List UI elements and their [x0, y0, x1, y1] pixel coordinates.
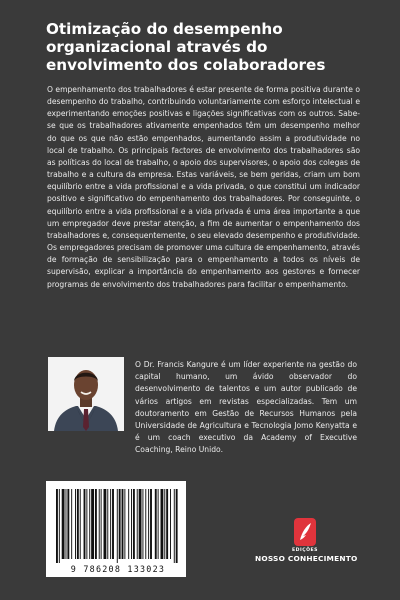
isbn-number: 9 786208 133023 — [70, 564, 166, 574]
barcode-bar — [137, 489, 138, 559]
quill-logo-icon — [294, 518, 316, 546]
barcode-bar — [71, 489, 72, 559]
barcode-bar — [91, 489, 94, 559]
barcode-bar — [107, 489, 108, 559]
barcode-bar — [110, 489, 111, 559]
book-title: Otimização do desempenho organizacional através do envolvimento dos colaboradores — [46, 20, 326, 74]
barcode-bar — [142, 489, 143, 559]
barcode-bar — [161, 489, 164, 559]
barcode-bar — [95, 489, 97, 559]
barcode-bar — [117, 489, 118, 563]
barcode-bar — [119, 489, 121, 559]
barcode-bar — [112, 489, 114, 559]
barcode-bar — [75, 489, 76, 559]
barcode-bar — [122, 489, 124, 559]
barcode-bar — [139, 489, 142, 559]
barcode-bar — [101, 489, 102, 559]
barcode-bars — [54, 489, 178, 563]
barcode-bar — [104, 489, 107, 559]
barcode-bar — [164, 489, 165, 559]
isbn-barcode — [46, 481, 186, 577]
barcode-bar — [124, 489, 125, 559]
barcode-bar — [62, 489, 65, 559]
barcode-bar — [155, 489, 157, 559]
barcode-bar — [133, 489, 135, 559]
publisher-small-label: EDIÇÕES — [292, 548, 318, 553]
barcode-bar — [77, 489, 79, 559]
barcode-bar — [166, 489, 168, 559]
author-bio: O Dr. Francis Kangure é um líder experiente na gestão do capital humano, um ávido observador do desenvolvimento de talentos e um autor publicado de vários artigos em revistas especializadas. Tem um doutoramento em Gestão de Recursos Humanos pela Universidade de Agricultura e Tecnologia Jomo Kenyatta e é um coach executivo da Academy of Executive Coaching, Reino Unido. — [135, 360, 357, 455]
book-description: O empenhamento dos trabalhadores é estar presente de forma positiva durante o desempenho do trabalho, contribuindo voluntariamente com esforço intelectual e experimentando emoções positivas e ligações significativas com os outros. Sabe-se que os trabalhadores ativamente empenhados têm um desempenho melhor do que os que não estão empenhados, aumentando assim a produtividade no local de trabalho. Os principais factores de envolvimento dos trabalhadores são as políticas do local de trabalho, o apoio dos supervisores, o apoio dos colegas de trabalho e a cultura da empresa. Estas variáveis, se bem geridas, criam um bom equilíbrio entre a vida profissional e a vida privada, o que constitui um indicador positivo e significativo do empenhamento dos trabalhadores. Por conseguinte, o equilíbrio entre a vida profissional e a vida privada é uma área importante a que um empregador deve prestar atenção, a fim de aumentar o empenhamento dos trabalhadores e, consequentemente, o seu elevado desempenho e produtividade. Os empregadores precisam de promover uma cultura de empenhamento, através de formação de sensibilização para o empenhamento a todos os níveis de supervisão, explicar a importância do empenhamento aos gestores e fornecer programas de envolvimento dos trabalhadores para facilitar o empenhamento. — [47, 85, 360, 289]
barcode-bar — [150, 489, 152, 559]
barcode-bar — [80, 489, 81, 559]
barcode-bar — [128, 489, 129, 559]
barcode-bar — [99, 489, 100, 559]
barcode-bar — [84, 489, 86, 559]
barcode-bar — [176, 489, 178, 563]
barcode-bar — [145, 489, 146, 559]
barcode-bar — [86, 489, 87, 559]
barcode-bar — [170, 489, 171, 559]
barcode-bar — [59, 489, 60, 563]
author-photo — [48, 357, 124, 431]
barcode-bar — [56, 489, 58, 563]
barcode-bar — [174, 489, 175, 563]
barcode-bar — [158, 489, 159, 559]
barcode-bar — [131, 489, 132, 559]
barcode-bar — [66, 489, 67, 559]
publisher-name: NOSSO CONHECIMENTO — [255, 554, 358, 563]
barcode-bar — [89, 489, 90, 559]
barcode-bar — [148, 489, 149, 559]
barcode-bar — [67, 489, 69, 559]
publisher-logo — [255, 518, 358, 563]
